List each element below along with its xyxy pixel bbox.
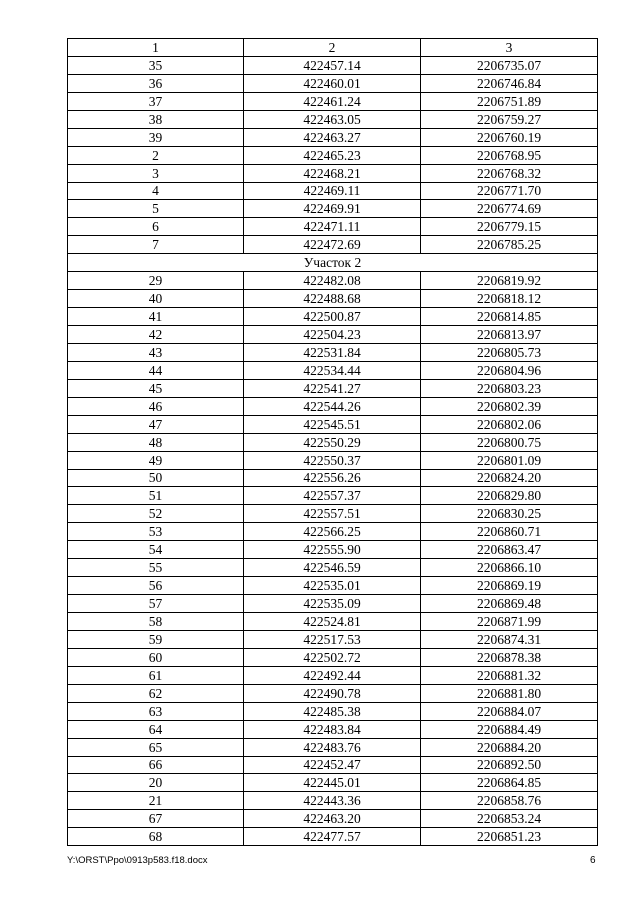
table-row (68, 164, 598, 182)
table-row (68, 702, 598, 720)
table-row (68, 774, 598, 792)
x-coordinate-cell: 422482.08 (244, 272, 421, 290)
y-coordinate-cell: 2206829.80 (421, 487, 598, 505)
y-coordinate-cell: 2206884.20 (421, 738, 598, 756)
y-coordinate-cell: 2206768.95 (421, 146, 598, 164)
coordinates-table (67, 38, 598, 846)
x-coordinate-cell: 422535.09 (244, 595, 421, 613)
point-number-cell: 20 (68, 774, 244, 792)
table-row (68, 361, 598, 379)
x-coordinate-cell: 422452.47 (244, 756, 421, 774)
table-row (68, 559, 598, 577)
point-number-cell: 57 (68, 595, 244, 613)
point-number-cell: 4 (68, 182, 244, 200)
table-row (68, 326, 598, 344)
point-number-cell: 37 (68, 92, 244, 110)
table-row (68, 738, 598, 756)
x-coordinate-cell: 422463.05 (244, 110, 421, 128)
x-coordinate-cell: 422550.29 (244, 433, 421, 451)
y-coordinate-cell: 2206863.47 (421, 541, 598, 559)
y-coordinate-cell: 2206830.25 (421, 505, 598, 523)
y-coordinate-cell: 2206802.39 (421, 397, 598, 415)
table-row (68, 397, 598, 415)
table-row (68, 792, 598, 810)
table-row (68, 92, 598, 110)
table-row (68, 451, 598, 469)
header-cell-col-1: 1 (68, 39, 244, 57)
y-coordinate-cell: 2206771.70 (421, 182, 598, 200)
table-row (68, 666, 598, 684)
y-coordinate-cell: 2206874.31 (421, 630, 598, 648)
y-coordinate-cell: 2206774.69 (421, 200, 598, 218)
point-number-cell: 44 (68, 361, 244, 379)
footer-file-path: Y:\ORST\Ppo\0913p583.f18.docx (67, 855, 208, 866)
x-coordinate-cell: 422461.24 (244, 92, 421, 110)
point-number-cell: 58 (68, 613, 244, 631)
y-coordinate-cell: 2206759.27 (421, 110, 598, 128)
table-row (68, 505, 598, 523)
coordinates-table-body (68, 39, 598, 846)
table-row (68, 379, 598, 397)
y-coordinate-cell: 2206818.12 (421, 290, 598, 308)
table-row (68, 577, 598, 595)
x-coordinate-cell: 422445.01 (244, 774, 421, 792)
point-number-cell: 3 (68, 164, 244, 182)
y-coordinate-cell: 2206878.38 (421, 648, 598, 666)
table-row (68, 200, 598, 218)
table-row (68, 828, 598, 846)
point-number-cell: 60 (68, 648, 244, 666)
x-coordinate-cell: 422490.78 (244, 684, 421, 702)
x-coordinate-cell: 422472.69 (244, 236, 421, 254)
y-coordinate-cell: 2206881.80 (421, 684, 598, 702)
x-coordinate-cell: 422469.91 (244, 200, 421, 218)
y-coordinate-cell: 2206746.84 (421, 74, 598, 92)
table-row (68, 469, 598, 487)
y-coordinate-cell: 2206803.23 (421, 379, 598, 397)
y-coordinate-cell: 2206802.06 (421, 415, 598, 433)
x-coordinate-cell: 422483.76 (244, 738, 421, 756)
page-number: 6 (590, 855, 596, 866)
table-row (68, 648, 598, 666)
point-number-cell: 59 (68, 630, 244, 648)
point-number-cell: 66 (68, 756, 244, 774)
table-row (68, 595, 598, 613)
table-row (68, 720, 598, 738)
section-row (68, 254, 598, 272)
x-coordinate-cell: 422541.27 (244, 379, 421, 397)
x-coordinate-cell: 422483.84 (244, 720, 421, 738)
y-coordinate-cell: 2206735.07 (421, 56, 598, 74)
table-row (68, 218, 598, 236)
point-number-cell: 55 (68, 559, 244, 577)
x-coordinate-cell: 422556.26 (244, 469, 421, 487)
x-coordinate-cell: 422557.51 (244, 505, 421, 523)
point-number-cell: 38 (68, 110, 244, 128)
point-number-cell: 67 (68, 810, 244, 828)
point-number-cell: 52 (68, 505, 244, 523)
header-cell-col-3: 3 (421, 39, 598, 57)
x-coordinate-cell: 422517.53 (244, 630, 421, 648)
point-number-cell: 36 (68, 74, 244, 92)
point-number-cell: 46 (68, 397, 244, 415)
table-row (68, 290, 598, 308)
x-coordinate-cell: 422465.23 (244, 146, 421, 164)
y-coordinate-cell: 2206801.09 (421, 451, 598, 469)
table-row (68, 236, 598, 254)
y-coordinate-cell: 2206858.76 (421, 792, 598, 810)
y-coordinate-cell: 2206866.10 (421, 559, 598, 577)
point-number-cell: 29 (68, 272, 244, 290)
table-row (68, 146, 598, 164)
x-coordinate-cell: 422524.81 (244, 613, 421, 631)
y-coordinate-cell: 2206853.24 (421, 810, 598, 828)
table-row (68, 56, 598, 74)
y-coordinate-cell: 2206760.19 (421, 128, 598, 146)
x-coordinate-cell: 422531.84 (244, 343, 421, 361)
point-number-cell: 53 (68, 523, 244, 541)
point-number-cell: 51 (68, 487, 244, 505)
table-row (68, 308, 598, 326)
y-coordinate-cell: 2206869.48 (421, 595, 598, 613)
point-number-cell: 48 (68, 433, 244, 451)
x-coordinate-cell: 422546.59 (244, 559, 421, 577)
point-number-cell: 21 (68, 792, 244, 810)
y-coordinate-cell: 2206864.85 (421, 774, 598, 792)
table-row (68, 487, 598, 505)
point-number-cell: 68 (68, 828, 244, 846)
table-row (68, 415, 598, 433)
y-coordinate-cell: 2206881.32 (421, 666, 598, 684)
y-coordinate-cell: 2206805.73 (421, 343, 598, 361)
point-number-cell: 35 (68, 56, 244, 74)
point-number-cell: 49 (68, 451, 244, 469)
x-coordinate-cell: 422550.37 (244, 451, 421, 469)
x-coordinate-cell: 422566.25 (244, 523, 421, 541)
point-number-cell: 47 (68, 415, 244, 433)
y-coordinate-cell: 2206871.99 (421, 613, 598, 631)
y-coordinate-cell: 2206851.23 (421, 828, 598, 846)
point-number-cell: 50 (68, 469, 244, 487)
table-row (68, 110, 598, 128)
point-number-cell: 41 (68, 308, 244, 326)
table-row (68, 613, 598, 631)
point-number-cell: 62 (68, 684, 244, 702)
x-coordinate-cell: 422492.44 (244, 666, 421, 684)
x-coordinate-cell: 422457.14 (244, 56, 421, 74)
y-coordinate-cell: 2206892.50 (421, 756, 598, 774)
x-coordinate-cell: 422488.68 (244, 290, 421, 308)
x-coordinate-cell: 422544.26 (244, 397, 421, 415)
y-coordinate-cell: 2206751.89 (421, 92, 598, 110)
y-coordinate-cell: 2206779.15 (421, 218, 598, 236)
point-number-cell: 56 (68, 577, 244, 595)
x-coordinate-cell: 422463.27 (244, 128, 421, 146)
header-cell-col-2: 2 (244, 39, 421, 57)
table-row (68, 74, 598, 92)
point-number-cell: 42 (68, 326, 244, 344)
point-number-cell: 7 (68, 236, 244, 254)
y-coordinate-cell: 2206824.20 (421, 469, 598, 487)
table-row (68, 630, 598, 648)
x-coordinate-cell: 422477.57 (244, 828, 421, 846)
x-coordinate-cell: 422500.87 (244, 308, 421, 326)
point-number-cell: 40 (68, 290, 244, 308)
y-coordinate-cell: 2206804.96 (421, 361, 598, 379)
y-coordinate-cell: 2206869.19 (421, 577, 598, 595)
table-row (68, 272, 598, 290)
x-coordinate-cell: 422485.38 (244, 702, 421, 720)
point-number-cell: 43 (68, 343, 244, 361)
table-row (68, 810, 598, 828)
x-coordinate-cell: 422468.21 (244, 164, 421, 182)
y-coordinate-cell: 2206884.07 (421, 702, 598, 720)
table-row (68, 343, 598, 361)
x-coordinate-cell: 422460.01 (244, 74, 421, 92)
x-coordinate-cell: 422463.20 (244, 810, 421, 828)
point-number-cell: 64 (68, 720, 244, 738)
x-coordinate-cell: 422545.51 (244, 415, 421, 433)
section-title: Участок 2 (68, 254, 598, 272)
x-coordinate-cell: 422443.36 (244, 792, 421, 810)
table-row (68, 541, 598, 559)
table-header-row (68, 39, 598, 57)
x-coordinate-cell: 422502.72 (244, 648, 421, 666)
y-coordinate-cell: 2206814.85 (421, 308, 598, 326)
y-coordinate-cell: 2206860.71 (421, 523, 598, 541)
point-number-cell: 65 (68, 738, 244, 756)
y-coordinate-cell: 2206768.32 (421, 164, 598, 182)
table-row (68, 756, 598, 774)
point-number-cell: 63 (68, 702, 244, 720)
point-number-cell: 5 (68, 200, 244, 218)
table-row (68, 182, 598, 200)
point-number-cell: 54 (68, 541, 244, 559)
x-coordinate-cell: 422504.23 (244, 326, 421, 344)
table-row (68, 433, 598, 451)
x-coordinate-cell: 422534.44 (244, 361, 421, 379)
point-number-cell: 6 (68, 218, 244, 236)
table-row (68, 128, 598, 146)
point-number-cell: 45 (68, 379, 244, 397)
table-row (68, 523, 598, 541)
x-coordinate-cell: 422471.11 (244, 218, 421, 236)
y-coordinate-cell: 2206819.92 (421, 272, 598, 290)
point-number-cell: 39 (68, 128, 244, 146)
x-coordinate-cell: 422557.37 (244, 487, 421, 505)
y-coordinate-cell: 2206884.49 (421, 720, 598, 738)
x-coordinate-cell: 422535.01 (244, 577, 421, 595)
x-coordinate-cell: 422469.11 (244, 182, 421, 200)
y-coordinate-cell: 2206813.97 (421, 326, 598, 344)
point-number-cell: 61 (68, 666, 244, 684)
y-coordinate-cell: 2206800.75 (421, 433, 598, 451)
point-number-cell: 2 (68, 146, 244, 164)
y-coordinate-cell: 2206785.25 (421, 236, 598, 254)
x-coordinate-cell: 422555.90 (244, 541, 421, 559)
table-row (68, 684, 598, 702)
